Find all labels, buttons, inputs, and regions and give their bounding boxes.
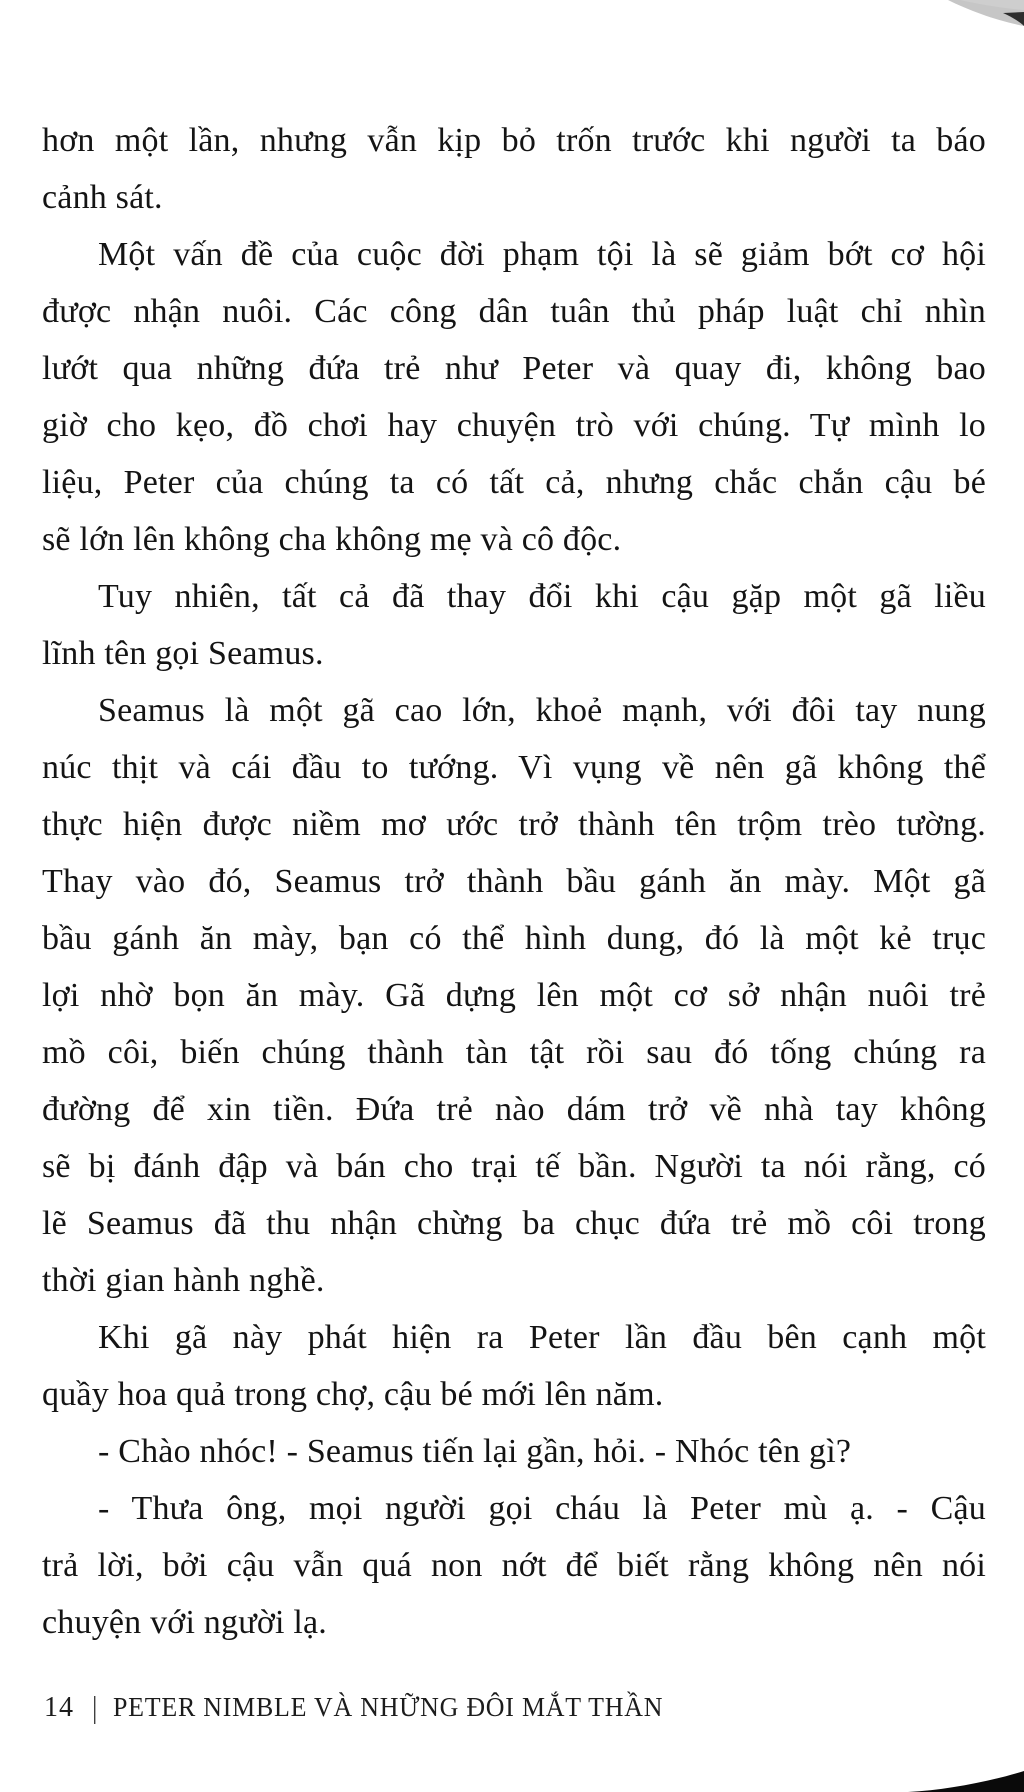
text-line: lợi nhờ bọn ăn mày. Gã dựng lên một cơ sở nhận nuôi trẻ: [42, 977, 986, 1014]
text-line: mồ côi, biến chúng thành tàn tật rồi sau đó tống chúng ra: [42, 1034, 986, 1071]
text-line: chuyện với người lạ.: [42, 1604, 327, 1641]
text-line: trả lời, bởi cậu vẫn quá non nớt để biết rằng không nên nói: [42, 1547, 986, 1584]
running-title: PETER NIMBLE VÀ NHỮNG ĐÔI MẮT THẦN: [113, 1692, 664, 1722]
page-curl-artifact: [900, 0, 1024, 40]
text-line: đường để xin tiền. Đứa trẻ nào dám trở về nhà tay không: [42, 1091, 986, 1128]
text-line: - Chào nhóc! - Seamus tiến lại gần, hỏi. - Nhóc tên gì?: [98, 1433, 852, 1470]
text-line: cảnh sát.: [42, 179, 163, 216]
page-edge-shadow: [904, 1766, 1024, 1792]
text-line: thời gian hành nghề.: [42, 1262, 325, 1299]
text-line: sẽ bị đánh đập và bán cho trại tế bần. Người ta nói rằng, có: [42, 1148, 986, 1185]
text-line: Khi gã này phát hiện ra Peter lần đầu bên cạnh một: [98, 1319, 986, 1356]
text-line: lĩnh tên gọi Seamus.: [42, 635, 324, 672]
text-line: giờ cho kẹo, đồ chơi hay chuyện trò với chúng. Tự mình lo: [42, 407, 986, 444]
text-line: quầy hoa quả trong chợ, cậu bé mới lên năm.: [42, 1376, 664, 1413]
text-line: hơn một lần, nhưng vẫn kịp bỏ trốn trước khi người ta báo: [42, 122, 986, 159]
footer-separator: |: [92, 1689, 98, 1725]
text-line: bầu gánh ăn mày, bạn có thể hình dung, đó là một kẻ trục: [42, 920, 986, 957]
page-number: 14: [44, 1692, 74, 1723]
text-line: - Thưa ông, mọi người gọi cháu là Peter mù ạ. - Cậu: [98, 1490, 986, 1527]
text-line: thực hiện được niềm mơ ước trở thành tên trộm trèo tường.: [42, 806, 986, 843]
text-line: núc thịt và cái đầu to tướng. Vì vụng về nên gã không thể: [42, 749, 986, 786]
page-body: [42, 112, 986, 1651]
text-line: Seamus là một gã cao lớn, khoẻ mạnh, với đôi tay nung: [98, 692, 986, 729]
text-line: Thay vào đó, Seamus trở thành bầu gánh ăn mày. Một gã: [42, 863, 986, 900]
text-line: Tuy nhiên, tất cả đã thay đổi khi cậu gặp một gã liều: [98, 578, 986, 615]
page-footer: [44, 1690, 687, 1725]
text-line: lẽ Seamus đã thu nhận chừng ba chục đứa trẻ mồ côi trong: [42, 1205, 986, 1242]
text-line: được nhận nuôi. Các công dân tuân thủ pháp luật chỉ nhìn: [42, 293, 986, 330]
text-line: Một vấn đề của cuộc đời phạm tội là sẽ giảm bớt cơ hội: [98, 236, 986, 273]
text-line: liệu, Peter của chúng ta có tất cả, nhưng chắc chắn cậu bé: [42, 464, 986, 501]
text-line: sẽ lớn lên không cha không mẹ và cô độc.: [42, 521, 622, 558]
text-line: lướt qua những đứa trẻ như Peter và quay đi, không bao: [42, 350, 986, 387]
